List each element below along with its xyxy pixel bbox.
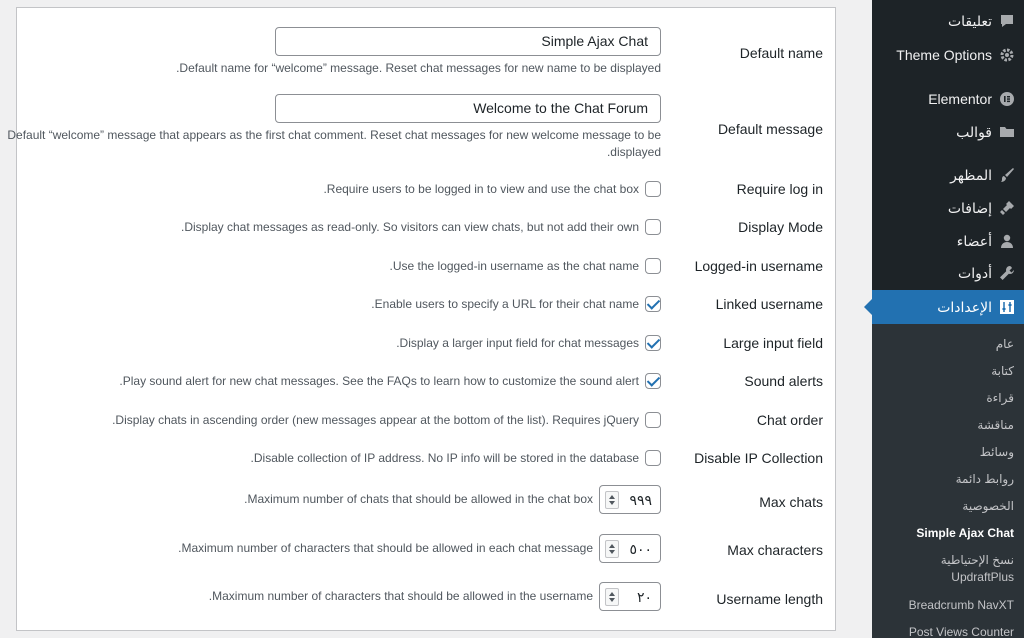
linked-username-checkbox[interactable] (645, 296, 661, 312)
chat-order-label: Chat order (756, 412, 823, 428)
max-chats-label: Max chats (759, 494, 823, 510)
username-length-description: Maximum number of characters that should be allowed in the username. (208, 589, 593, 603)
submenu-item-breadcrumb-navxt[interactable]: Breadcrumb NavXT (908, 598, 1014, 612)
wrench-icon (998, 265, 1016, 283)
display-mode-label: Display Mode (738, 219, 823, 235)
submenu-item-discussion[interactable]: مناقشة (977, 418, 1014, 432)
sound-alerts-label: Sound alerts (744, 373, 823, 389)
menu-item-plugins-label: إضافات (947, 200, 992, 216)
disable-ip-collection-checkbox[interactable] (645, 450, 661, 466)
submenu-item-media[interactable]: وسائط (979, 445, 1014, 459)
submenu-item-updraftplus[interactable]: UpdraftPlus (951, 570, 1014, 584)
menu-item-theme-options-label: Theme Options (896, 47, 992, 63)
large-input-field-description: Display a larger input field for chat messages. (396, 336, 639, 350)
max-characters-number-input[interactable] (599, 534, 661, 563)
username-length-label: Username length (716, 591, 823, 607)
max-chats-spinner[interactable] (605, 491, 619, 509)
disable-ip-collection-description: Disable collection of IP address. No IP info will be stored in the database. (250, 451, 639, 465)
settings-panel (7, 7, 836, 631)
submenu-item-updraftplus-backups[interactable]: نسخ الإحتياطية (940, 553, 1014, 567)
menu-item-users[interactable] (872, 224, 1024, 258)
chat-order-description: Display chats in ascending order (new messages appear at the bottom of the list). Requires jQuery. (112, 413, 639, 427)
default-name-input[interactable]: Simple Ajax Chat (275, 27, 661, 56)
require-login-label: Require log in (736, 181, 823, 197)
linked-username-description: Enable users to specify a URL for their chat name. (371, 297, 639, 311)
submenu-item-permalinks[interactable]: روابط دائمة (955, 472, 1014, 486)
menu-item-comments-label: تعليقات (947, 13, 992, 29)
menu-item-templates[interactable] (872, 115, 1024, 149)
submenu-item-post-views-counter[interactable]: Post Views Counter (908, 625, 1014, 638)
default-name-label: Default name (739, 45, 823, 61)
menu-item-tools-label: أدوات (958, 265, 992, 281)
disable-ip-collection-label: Disable IP Collection (694, 450, 823, 466)
menu-item-theme-options[interactable] (872, 38, 1024, 72)
comment-icon (998, 13, 1016, 31)
max-characters-value: ٥٠٠ (629, 541, 652, 557)
submenu-item-writing[interactable]: كتابة (991, 364, 1014, 378)
max-chats-number-input[interactable] (599, 485, 661, 514)
menu-item-templates-label: قوالب (956, 124, 992, 140)
default-message-description-line2: displayed. (606, 145, 661, 159)
default-message-label: Default message (717, 121, 823, 137)
submenu-item-general[interactable]: عام (995, 337, 1014, 351)
require-login-checkbox[interactable] (645, 181, 661, 197)
display-mode-description: Display chat messages as read-only. So visitors can view chats, but not add their own. (180, 220, 639, 234)
menu-item-plugins[interactable] (872, 191, 1024, 225)
large-input-field-label: Large input field (723, 335, 823, 351)
linked-username-label: Linked username (715, 296, 823, 312)
logged-in-username-checkbox[interactable] (645, 258, 661, 274)
settings-submenu (872, 324, 1024, 638)
menu-item-settings[interactable] (872, 290, 1024, 324)
chat-order-checkbox[interactable] (645, 412, 661, 428)
logged-in-username-description: Use the logged-in username as the chat name. (389, 259, 639, 273)
menu-item-settings-label: الإعدادات (937, 299, 992, 315)
elementor-icon (998, 91, 1016, 109)
max-characters-spinner[interactable] (605, 540, 619, 558)
folder-icon (998, 124, 1016, 142)
user-icon (998, 233, 1016, 251)
menu-item-appearance-label: المظهر (950, 167, 992, 183)
plugin-icon (998, 200, 1016, 218)
settings-icon (998, 299, 1016, 317)
username-length-value: ٢٠ (636, 589, 652, 605)
sound-alerts-description: Play sound alert for new chat messages. See the FAQs to learn how to customize the sound alert. (119, 374, 639, 388)
admin-sidebar (872, 0, 1024, 638)
submenu-item-simple-ajax-chat[interactable]: Simple Ajax Chat (916, 526, 1014, 540)
max-chats-description: Maximum number of chats that should be allowed in the chat box. (244, 492, 593, 506)
menu-item-comments[interactable] (872, 4, 1024, 38)
gear-icon (998, 47, 1016, 65)
menu-item-appearance[interactable] (872, 158, 1024, 192)
max-characters-description: Maximum number of characters that should be allowed in each chat message. (178, 541, 593, 555)
username-length-spinner[interactable] (605, 588, 619, 606)
require-login-description: Require users to be logged in to view and use the chat box. (323, 182, 639, 196)
large-input-field-checkbox[interactable] (645, 335, 661, 351)
brush-icon (998, 167, 1016, 185)
default-message-description-line1: Default “welcome” message that appears as the first chat comment. Reset chat messages for new welcome message to be (7, 128, 661, 142)
logged-in-username-label: Logged-in username (694, 258, 823, 274)
max-chats-value: ٩٩٩ (629, 492, 652, 508)
menu-item-tools[interactable] (872, 256, 1024, 290)
username-length-number-input[interactable] (599, 582, 661, 611)
max-characters-label: Max characters (727, 542, 823, 558)
default-name-description: Default name for “welcome” message. Reset chat messages for new name to be displayed. (176, 61, 661, 75)
display-mode-checkbox[interactable] (645, 219, 661, 235)
menu-item-elementor[interactable] (872, 82, 1024, 116)
default-message-input[interactable]: Welcome to the Chat Forum (275, 94, 661, 123)
submenu-item-reading[interactable]: قراءة (986, 391, 1014, 405)
menu-item-users-label: أعضاء (956, 233, 992, 249)
submenu-item-privacy[interactable]: الخصوصية (962, 499, 1014, 513)
menu-item-elementor-label: Elementor (928, 91, 992, 107)
sound-alerts-checkbox[interactable] (645, 373, 661, 389)
